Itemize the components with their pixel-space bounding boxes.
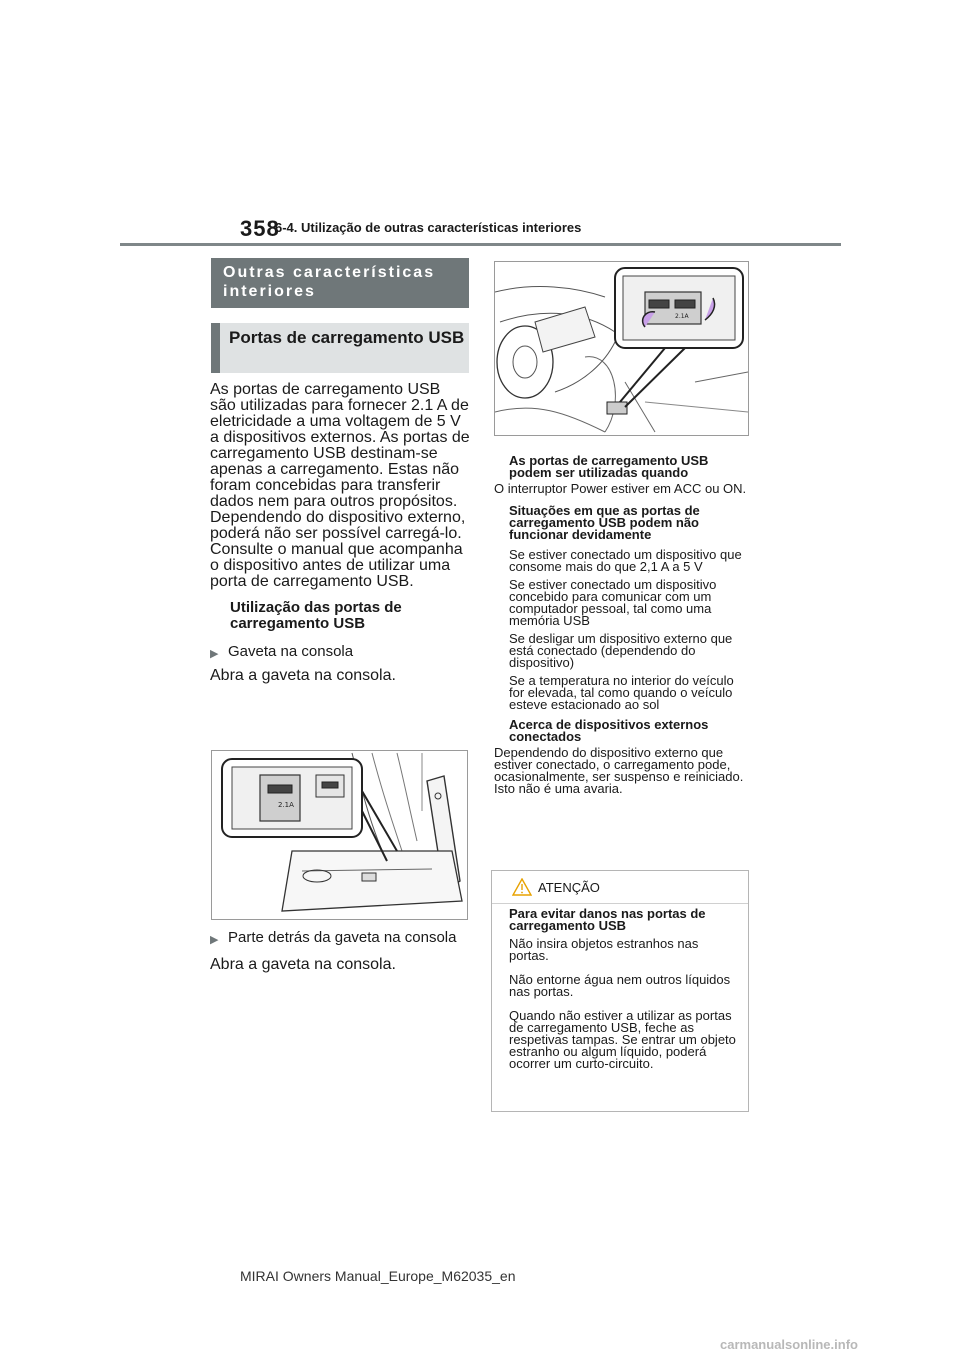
intro-paragraph: As portas de carregamento USB são utilizadas para fornecer 2.1 A de eletricidade a uma voltagem de 5 V a dispositivos externos. As portas de carregamento USB destinam-se apenas a carregamento. Estas não foram concebidas para transferir dados nem para outros propósitos. Dependendo do dispositivo externo, poderá não ser possível carregá-lo. Consulte o manual que acompanha o dispositivo antes de utilizar uma porta de carregamento USB.	[210, 381, 470, 590]
caution-body	[509, 908, 739, 1070]
item2-text: Abra a gaveta na consola.	[210, 956, 396, 973]
caution-box	[491, 870, 749, 1112]
svg-text:2.1A: 2.1A	[675, 313, 689, 320]
caution-item: Não insira objetos estranhos nas portas.	[509, 936, 699, 963]
situations-heading: Situações em que as portas de carregamento USB podem não funcionar devidamente	[509, 503, 700, 542]
dashboard-usb-illustration	[494, 261, 749, 436]
dashboard-usb-drawing	[495, 262, 748, 435]
right-column	[494, 455, 752, 795]
list-item-behind-tray	[210, 930, 470, 948]
caution-item: Não entorne água nem outros líquidos nas portas.	[509, 972, 731, 999]
caution-label: ATENÇÃO	[538, 880, 600, 895]
caution-item: Quando não estiver a utilizar as portas de carregamento USB, feche as respetivas tampas. Se entrar um objeto estranho ou algum líquido, poderá ocorrer um curto-circuito.	[509, 1008, 736, 1071]
svg-text:2.1A: 2.1A	[278, 801, 294, 809]
when-text: O interruptor Power estiver em ACC ou ON.	[494, 481, 747, 496]
footer-text: MIRAI Owners Manual_Europe_M62035_en	[240, 1268, 516, 1284]
item2-label: Parte detrás da gaveta na consola	[228, 929, 457, 946]
page-number: 358	[240, 216, 280, 241]
situation-item: Se estiver conectado um dispositivo concebido para comunicar com um computador pessoal, tal como uma memória USB	[509, 577, 717, 628]
caution-heading: Para evitar danos nas portas de carregamento USB	[509, 906, 706, 933]
list-item-console-tray	[210, 644, 470, 662]
situation-item: Se desligar um dispositivo externo que está conectado (dependendo do dispositivo)	[509, 631, 733, 670]
caution-header	[492, 871, 748, 903]
item1-label: Gaveta na consola	[228, 643, 354, 660]
section-title: 6-4. Utilização de outras características interiores	[275, 220, 582, 235]
situation-item: Se estiver conectado um dispositivo que consome mais do que 2,1 A a 5 V	[509, 547, 742, 574]
about-text: Dependendo do dispositivo externo que estiver conectado, o carregamento pode, ocasionalmente, ser suspenso e reiniciado. Isto não é uma avaria.	[494, 745, 744, 796]
situation-item: Se a temperatura no interior do veículo for elevada, tal como quando o veículo esteve estacionado ao sol	[509, 673, 734, 712]
warning-triangle-icon	[512, 878, 532, 896]
console-usb-drawing	[212, 751, 467, 919]
header-divider	[120, 243, 841, 246]
triangle-bullet-icon: ▶	[210, 934, 219, 946]
watermark: carmanualsonline.info	[720, 1337, 858, 1352]
left-column	[210, 382, 470, 684]
console-tray-illustration	[211, 750, 468, 920]
sub-heading: Portas de carregamento USB	[211, 323, 469, 373]
when-heading: As portas de carregamento USB podem ser utilizadas quando	[509, 453, 709, 480]
item1-text: Abra a gaveta na consola.	[210, 667, 396, 684]
triangle-bullet-icon: ▶	[210, 648, 219, 660]
left-column-lower	[210, 930, 470, 973]
main-heading: Outras características interiores	[211, 258, 469, 308]
about-heading: Acerca de dispositivos externos conectados	[509, 717, 709, 744]
usage-heading: Utilização das portas de carregamento USB	[230, 599, 402, 632]
caution-divider	[492, 903, 748, 904]
